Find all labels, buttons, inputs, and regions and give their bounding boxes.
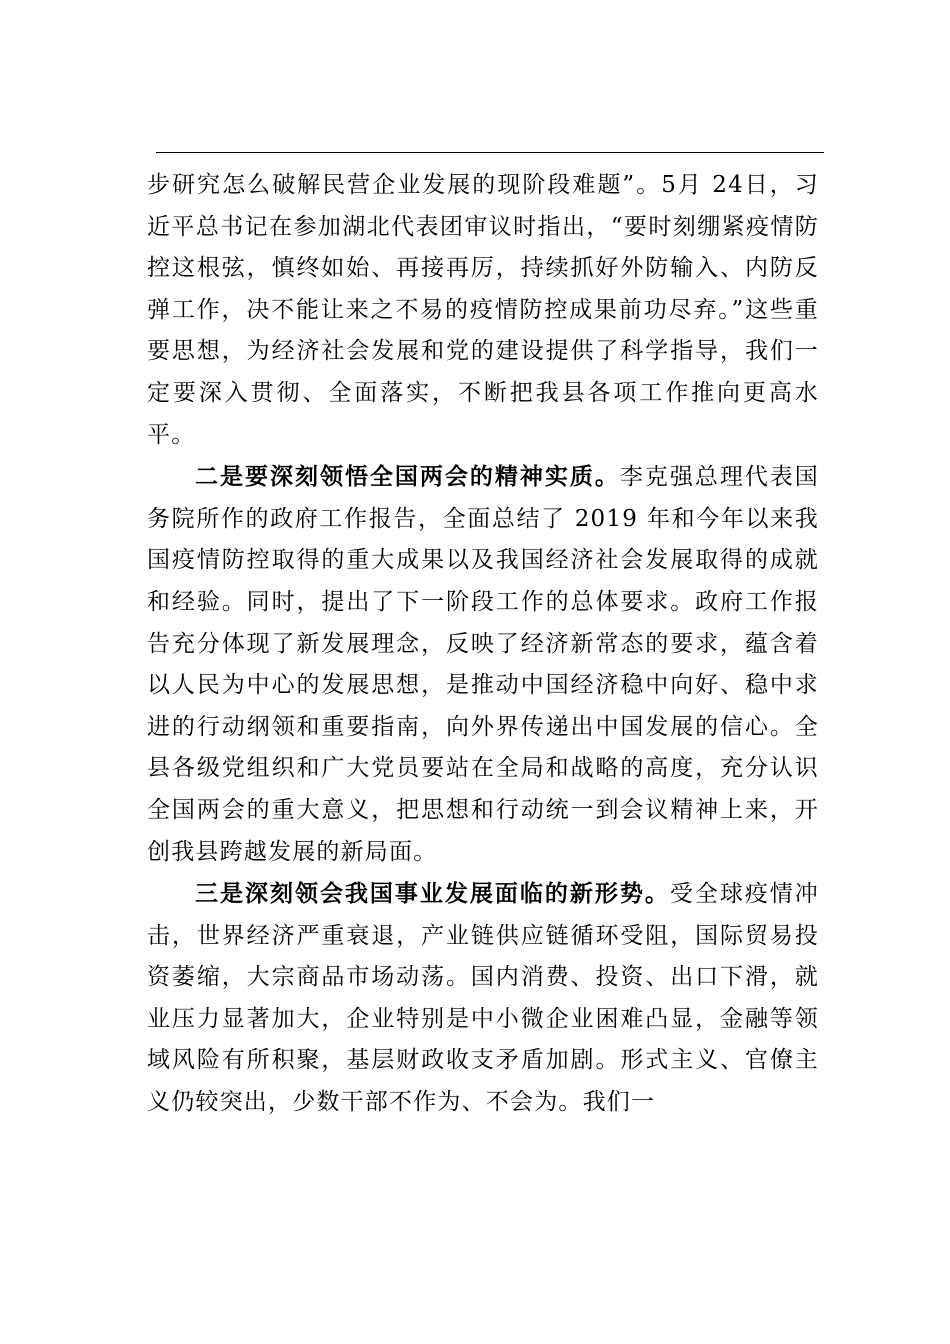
document-body	[147, 165, 819, 1124]
paragraph-two	[147, 456, 819, 873]
paragraph-text: 受全球疫情冲击，世界经济严重衰退，产业链供应链循环受阻，国际贸易投资萎缩，大宗商品市场动荡。国内消费、投资、出口下滑，就业压力显著加大，企业特别是中小微企业困难凸显，金融等领域风险有所积聚，基层财政收支矛盾加剧。形式主义、官僚主义仍较突出，少数干部不作为、不会为。我们一	[147, 881, 819, 1116]
paragraph-lead: 三是深刻领会我国事业发展面临的新形势。	[195, 880, 670, 908]
paragraph-lead: 二是要深刻领悟全国两会的精神实质。	[195, 463, 620, 491]
paragraph-text: 步研究怎么破解民营企业发展的现阶段难题”。5月 24日，习近平总书记在参加湖北代表团审议时指出，“要时刻绷紧疫情防控这根弦，慎终如始、再接再厉，持续抓好外防输入、内防反弹工作，决不能让来之不易的疫情防控成果前功尽弃。”这些重要思想，为经济社会发展和党的建设提供了科学指导，我们一定要深入贯彻、全面落实，不断把我县各项工作推向更高水平。	[147, 172, 819, 448]
paragraph-continuation	[147, 165, 819, 456]
paragraph-three	[147, 873, 819, 1124]
header-rule	[156, 152, 824, 153]
paragraph-text: 李克强总理代表国务院所作的政府工作报告，全面总结了 2019 年和今年以来我国疫情防控取得的重大成果以及我国经济社会发展取得的成就和经验。同时，提出了下一阶段工作的总体要求。政府工作报告充分体现了新发展理念，反映了经济新常态的要求，蕴含着以人民为中心的发展思想，是推动中国经济稳中向好、稳中求进的行动纲领和重要指南，向外界传递出中国发展的信心。全县各级党组织和广大党员要站在全局和战略的高度，充分认识全国两会的重大意义，把思想和行动统一到会议精神上来，开创我县跨越发展的新局面。	[147, 464, 819, 865]
